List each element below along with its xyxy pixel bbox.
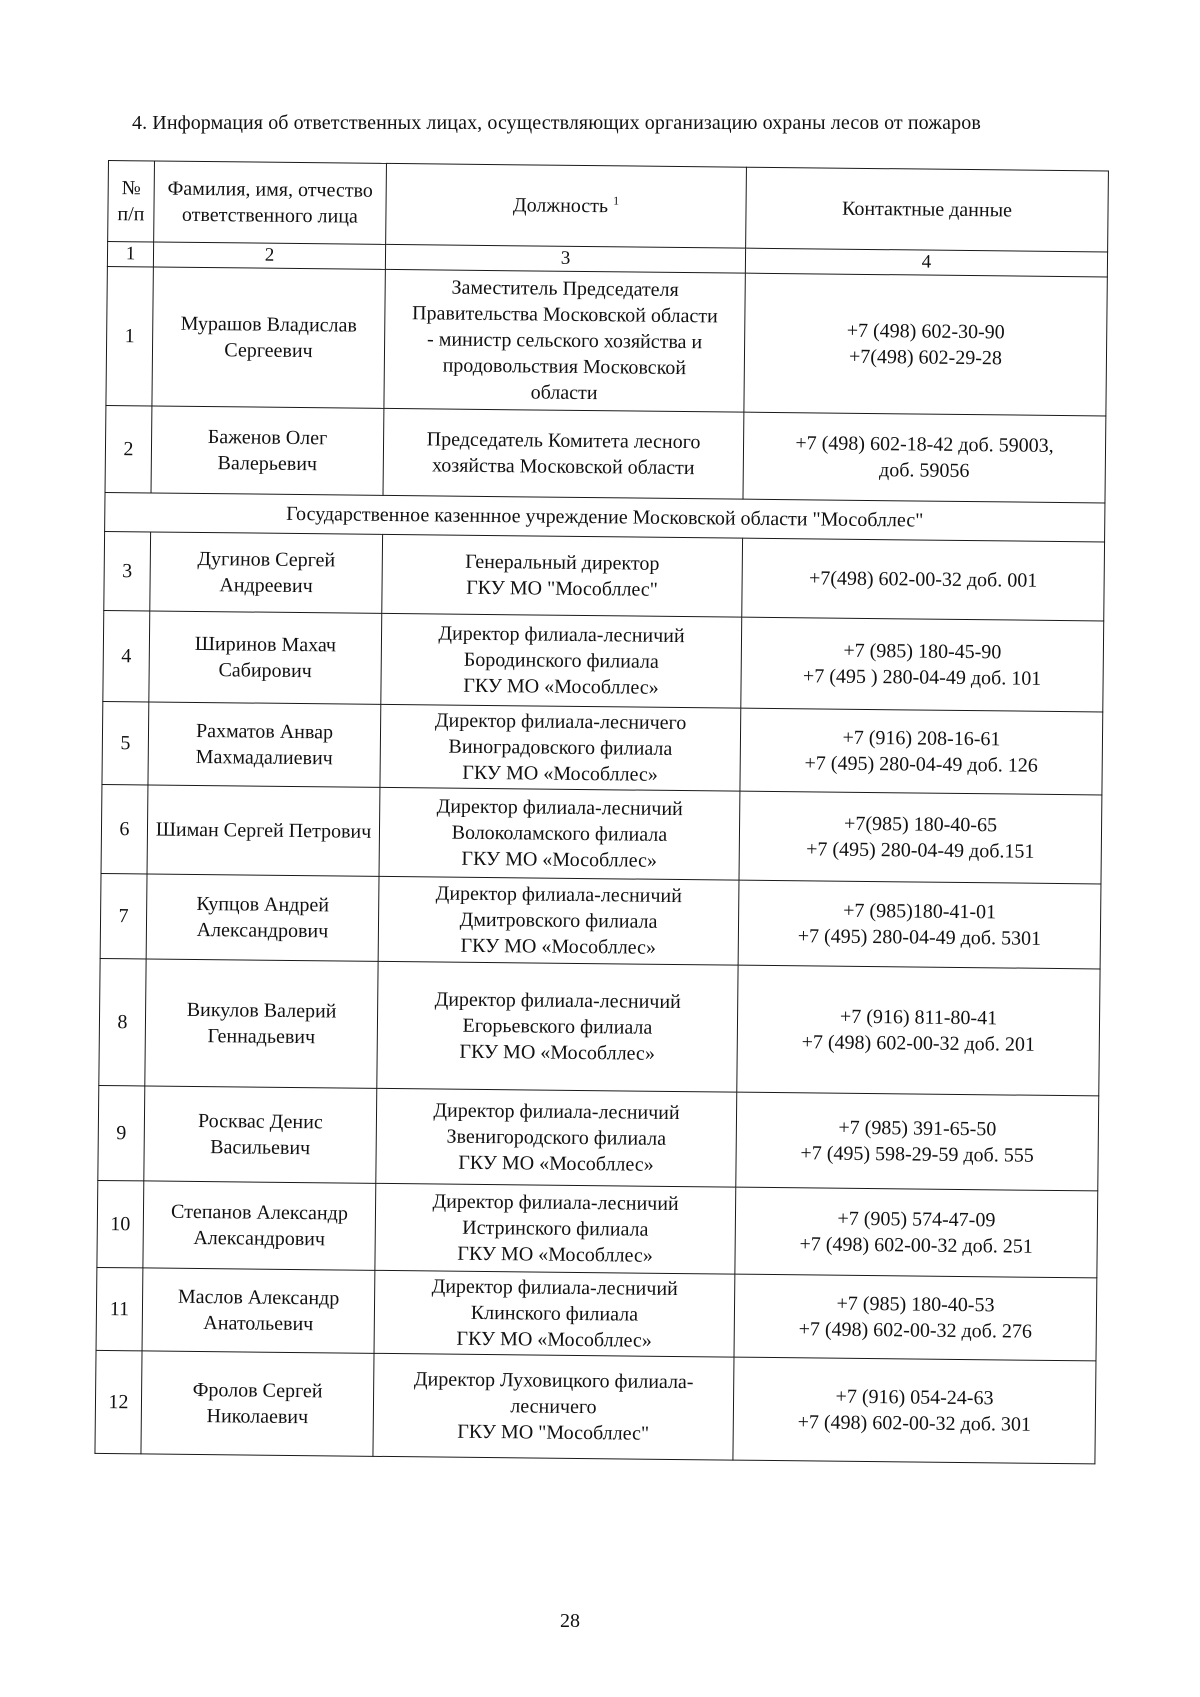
person-contact: +7 (905) 574-47-09 +7 (498) 602-00-32 доб. 251 (735, 1187, 1098, 1278)
person-contact: +7(498) 602-00-32 доб. 001 (742, 538, 1105, 621)
table-row (106, 266, 1107, 415)
person-contact: +7 (498) 602-30-90 +7(498) 602-29-28 (744, 273, 1107, 416)
table-row (101, 784, 1102, 883)
table-row (96, 1267, 1097, 1360)
table-row (104, 531, 1105, 620)
row-number: 7 (100, 873, 147, 958)
row-number: 5 (102, 701, 149, 784)
person-contact: +7 (985)180-41-01 +7 (495) 280-04-49 доб. 5301 (738, 880, 1101, 969)
person-position: Директор филиала-лесничий Дмитровского филиала ГКУ МО «Мособллес» (378, 876, 739, 965)
person-name: Фролов Сергей Николаевич (141, 1351, 374, 1456)
person-contact: +7 (985) 391-65-50 +7 (495) 598-29-59 доб. 555 (736, 1092, 1099, 1191)
section-title: Государственное казеннное учреждение Московской области "Мособллес" (105, 492, 1105, 541)
person-position: Директор филиала-лесничий Волоколамского филиала ГКУ МО «Мособллес» (379, 787, 740, 880)
person-name: Дугинов Сергей Андреевич (150, 532, 383, 613)
person-name: Баженов Олег Валерьевич (151, 406, 384, 495)
row-number: 4 (103, 610, 150, 701)
person-name: Мурашов Владислав Сергеевич (152, 267, 385, 408)
table-row (95, 1350, 1096, 1463)
row-number: 9 (98, 1085, 145, 1180)
person-name: Росквас Денис Васильевич (144, 1086, 377, 1183)
row-number: 1 (106, 266, 153, 405)
person-position: Председатель Комитета лесного хозяйства Московской области (383, 408, 744, 499)
row-number: 3 (104, 531, 151, 610)
person-name: Купцов Андрей Александрович (146, 874, 379, 961)
person-position: Генеральный директор ГКУ МО "Мособллес" (382, 534, 743, 617)
person-position: Директор филиала-лесничего Виноградовского филиала ГКУ МО «Мособллес» (380, 704, 741, 791)
person-contact: +7 (916) 054-24-63 +7 (498) 602-00-32 доб. 301 (733, 1357, 1096, 1464)
person-name: Рахматов Анвар Махмадалиевич (148, 702, 381, 787)
person-contact: +7 (498) 602-18-42 доб. 59003, доб. 59056 (743, 412, 1106, 503)
row-number: 6 (101, 784, 148, 873)
person-name: Маслов Александр Анатольевич (142, 1268, 375, 1353)
person-contact: +7 (916) 811-80-41 +7 (498) 602-00-32 доб. 201 (737, 965, 1100, 1096)
person-position: Директор филиала-лесничий Егорьевского филиала ГКУ МО «Мособллес» (377, 961, 738, 1092)
column-number: 2 (153, 242, 385, 269)
person-position: Директор филиала-лесничий Бородинского филиала ГКУ МО «Мособллес» (381, 613, 742, 708)
person-name: Шиман Сергей Петрович (147, 785, 380, 876)
header-position (386, 163, 747, 248)
table-row (98, 1085, 1099, 1190)
column-number: 4 (745, 248, 1107, 277)
person-contact: +7 (916) 208-16-61 +7 (495) 280-04-49 доб. 126 (740, 708, 1103, 795)
person-position: Заместитель Председателя Правительства Московской области - министр сельского хозяйства и продовольствия Московской области (384, 269, 745, 412)
person-name: Степанов Александр Александрович (143, 1181, 376, 1270)
row-number: 2 (105, 405, 152, 492)
person-name: Викулов Валерий Геннадьевич (145, 959, 378, 1088)
table-row (100, 873, 1101, 968)
person-position: Директор филиала-лесничий Истринского филиала ГКУ МО «Мособллес» (375, 1183, 736, 1274)
row-number: 12 (95, 1350, 142, 1453)
row-number: 11 (96, 1267, 143, 1350)
header-contact: Контактные данные (746, 167, 1109, 252)
person-position: Директор филиала-лесничий Звенигородского филиала ГКУ МО «Мособллес» (376, 1088, 737, 1187)
table-row (103, 610, 1104, 711)
footnote-marker: 1 (613, 193, 620, 208)
row-number: 10 (97, 1180, 144, 1267)
table-row (102, 701, 1103, 794)
table-row (105, 405, 1106, 502)
column-number: 1 (107, 242, 153, 267)
column-number: 3 (385, 244, 745, 273)
header-position-label: Должность (512, 194, 609, 218)
person-contact: +7(985) 180-40-65 +7 (495) 280-04-49 доб.151 (739, 791, 1102, 884)
person-contact: +7 (985) 180-40-53 +7 (498) 602-00-32 доб. 276 (734, 1274, 1097, 1361)
table-row (99, 958, 1100, 1095)
responsible-persons-table (94, 160, 1108, 1464)
person-position: Директор филиала-лесничий Клинского филиала ГКУ МО «Мособллес» (374, 1270, 735, 1357)
person-position: Директор Луховицкого филиала- лесничего ГКУ МО "Мособллес" (373, 1353, 734, 1460)
page-title: 4. Информация об ответственных лицах, осуществляющих организацию охраны лесов от пожаров (132, 112, 981, 134)
table-row (97, 1180, 1098, 1277)
person-name: Ширинов Махач Сабирович (149, 611, 382, 704)
page-number: 28 (560, 1610, 580, 1632)
table-header-row (108, 161, 1109, 252)
row-number: 8 (99, 958, 146, 1085)
header-name: Фамилия, имя, отчество ответственного лица (154, 161, 387, 244)
person-contact: +7 (985) 180-45-90 +7 (495 ) 280-04-49 доб. 101 (741, 617, 1104, 712)
header-number: № п/п (108, 161, 155, 242)
